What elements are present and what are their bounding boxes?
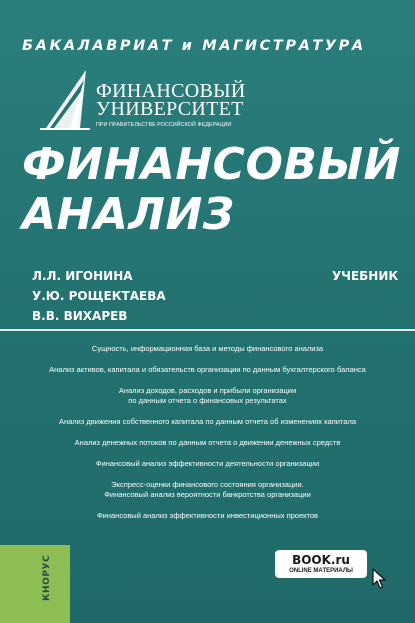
university-logo [40,68,340,132]
author: Л.Л. ИГОНИНА [32,269,133,283]
authors-list [32,266,166,326]
divider [0,329,415,331]
contents-item: Анализ активов, капитала и обязательств организации по данным бухгалтерского баланса [49,365,366,374]
author: В.В. ВИХАРЕВ [32,309,128,323]
book-title [22,140,402,240]
book-title-line-2: АНАЛИЗ [22,189,235,240]
publisher-name: КНОРУС [42,554,52,602]
cursor-arrow-icon [372,568,386,590]
contents-item: Анализ движения собственного капитала по данным отчета об изменениях капитала [58,417,357,426]
author: У.Ю. РОЩЕКТАЕВА [32,289,166,303]
university-logo-icon [40,68,92,132]
logo-line-1: ФИНАНСОВЫЙ [96,80,246,102]
book-ru-title: BOOK.ru [292,553,350,567]
contents-item: Экспресс-оценки финансового состояния организации. Финансовый анализ вероятности банкротства организации [104,480,311,499]
book-ru-badge[interactable] [275,550,367,578]
contents-item: Финансовый анализ эффективности инвестиционных проектов [96,511,319,520]
series-label: БАКАЛАВРИАТ и МАГИСТРАТУРА [22,38,366,54]
publisher-bar [0,545,70,623]
contents-item: Финансовый анализ эффективности деятельности организации [95,459,320,468]
logo-subline: ПРИ ПРАВИТЕЛЬСТВЕ РОССИЙСКОЙ ФЕДЕРАЦИИ [96,122,232,128]
contents-item: Сущность, информационная база и методы финансового анализа [91,344,324,353]
contents-item: Анализ денежных потоков по данным отчета о движении денежных средств [74,438,341,447]
contents-item: Анализ доходов, расходов и прибыли организации по данным отчета о финансовых результатах [118,386,297,405]
contents-list [20,344,395,532]
book-ru-subtitle: ONLINE МАТЕРИАЛЫ [289,568,353,574]
book-title-line-1: ФИНАНСОВЫЙ [22,139,401,190]
book-type: УЧЕБНИК [332,269,399,283]
logo-line-2: УНИВЕРСИТЕТ [96,98,244,120]
